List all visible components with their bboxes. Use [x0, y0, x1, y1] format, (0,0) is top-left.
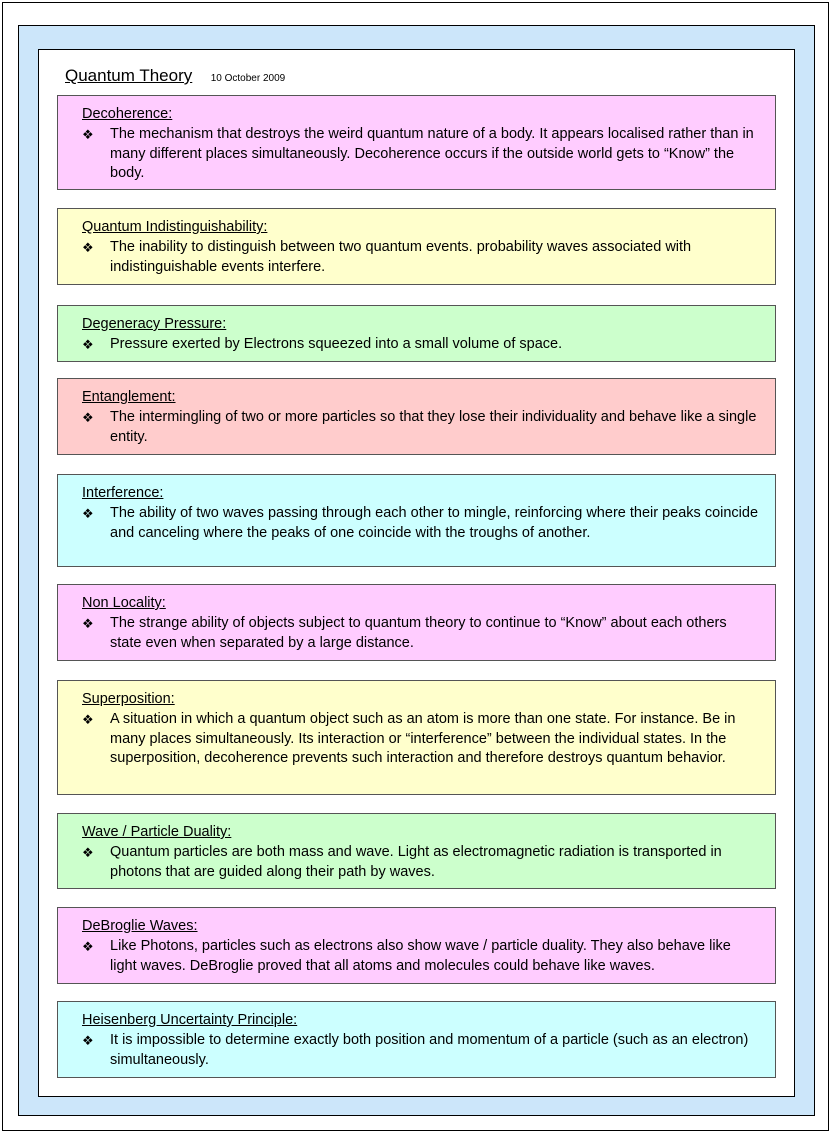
document-header	[65, 66, 285, 86]
diamond-bullet-icon: ❖	[82, 939, 94, 954]
term-heading: Non Locality:	[82, 595, 166, 611]
definition-text: It is impossible to determine exactly both position and momentum of a particle (such as an electron) simultaneously.	[110, 1032, 749, 1068]
definition-text: The strange ability of objects subject to quantum theory to continue to “Know” about each others state even when separated by a large distance.	[110, 615, 727, 651]
definition-text: The ability of two waves passing through each other to mingle, reinforcing where their peaks coincide and canceling where the peaks of one coincide with the troughs of another.	[110, 505, 759, 541]
term-heading: Degeneracy Pressure:	[82, 316, 227, 332]
term-heading: Entanglement:	[82, 389, 176, 405]
diamond-bullet-icon: ❖	[82, 240, 94, 255]
definition-text: A situation in which a quantum object such as an atom is more than one state. For instance. Be in many places simultaneously. Its interaction or “interference” between the individual states. In the superposition, decoherence prevents such interaction and therefore destroys quantum behavior.	[110, 711, 736, 766]
term-heading: Quantum Indistinguishability:	[82, 219, 268, 235]
diamond-bullet-icon: ❖	[82, 410, 94, 425]
diamond-bullet-icon: ❖	[82, 616, 94, 631]
diamond-bullet-icon: ❖	[82, 506, 94, 521]
term-heading: Decoherence:	[82, 106, 173, 122]
document-date: 10 October 2009	[210, 73, 286, 84]
definition-text: Pressure exerted by Electrons squeezed into a small volume of space.	[110, 336, 563, 352]
term-heading: Wave / Particle Duality:	[82, 824, 232, 840]
definition-text: Quantum particles are both mass and wave. Light as electromagnetic radiation is transported in photons that are guided along their path by waves.	[110, 844, 722, 880]
definition-card-degeneracy-pressure	[57, 305, 776, 362]
definition-text: The mechanism that destroys the weird quantum nature of a body. It appears localised rather than in many different places simultaneously. Decoherence occurs if the outside world gets to “Know” the body.	[110, 126, 754, 181]
definition-card-non-locality	[57, 584, 776, 661]
definition-card-superposition	[57, 680, 776, 795]
diamond-bullet-icon: ❖	[82, 712, 94, 727]
diamond-bullet-icon: ❖	[82, 1033, 94, 1048]
diamond-bullet-icon: ❖	[82, 845, 94, 860]
term-heading: Interference:	[82, 485, 164, 501]
definition-card-debroglie-waves	[57, 907, 776, 984]
definition-card-wave-particle-duality	[57, 813, 776, 889]
definition-card-quantum-indistinguishability	[57, 208, 776, 285]
term-heading: Superposition:	[82, 691, 175, 707]
definition-card-heisenberg-uncertainty	[57, 1001, 776, 1078]
definition-text: The inability to distinguish between two quantum events. probability waves associated with indistinguishable events interfere.	[110, 239, 692, 275]
definition-text: Like Photons, particles such as electrons also show wave / particle duality. They also behave like light waves. DeBroglie proved that all atoms and molecules could behave like waves.	[110, 938, 731, 974]
definition-card-interference	[57, 474, 776, 567]
definition-card-decoherence	[57, 95, 776, 190]
diamond-bullet-icon: ❖	[82, 337, 94, 352]
term-heading: DeBroglie Waves:	[82, 918, 198, 934]
definition-text: The intermingling of two or more particles so that they lose their individuality and behave like a single entity.	[110, 409, 757, 445]
page-title: Quantum Theory	[65, 66, 193, 85]
term-heading: Heisenberg Uncertainty Principle:	[82, 1012, 298, 1028]
definition-card-entanglement	[57, 378, 776, 455]
diamond-bullet-icon: ❖	[82, 127, 94, 142]
